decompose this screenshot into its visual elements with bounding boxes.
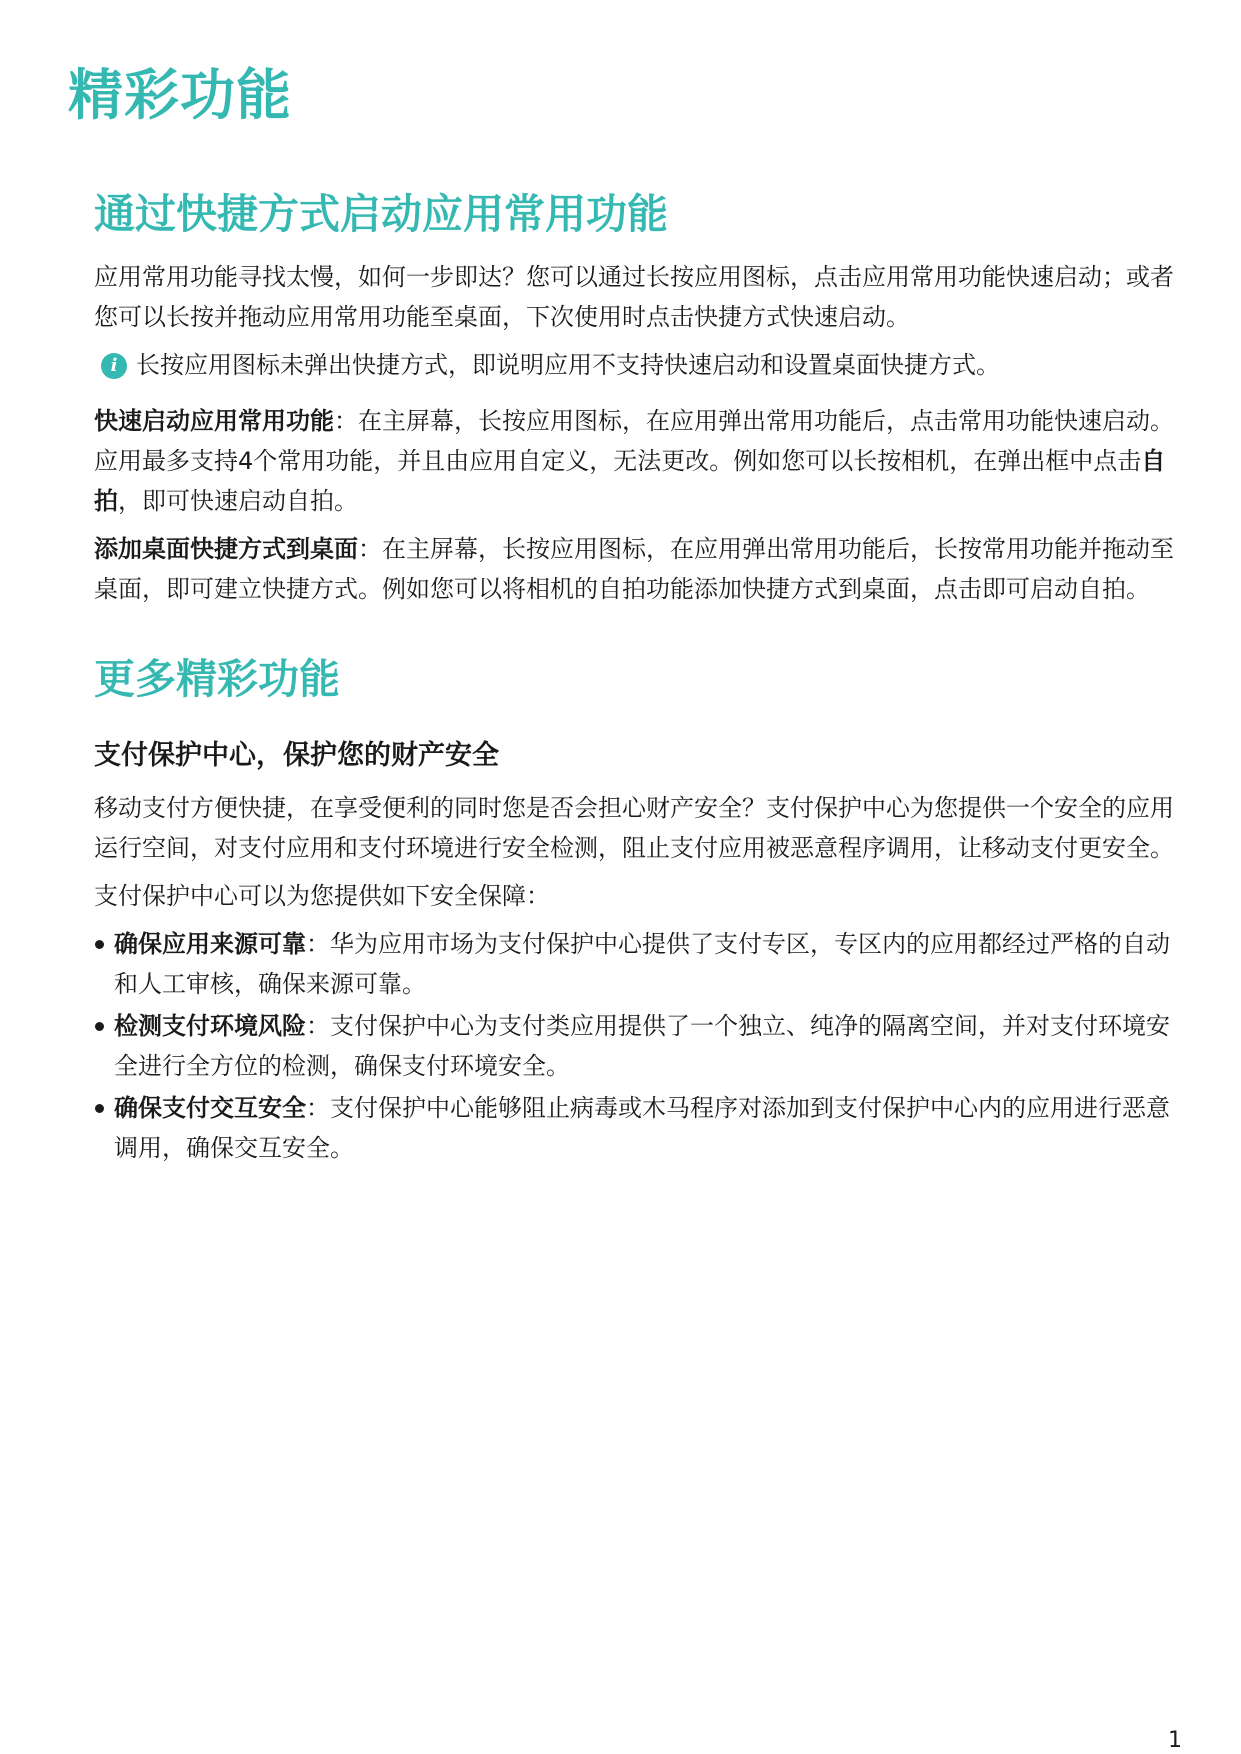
add-shortcut-text: ：在主屏幕，长按应用图标，在应用弹出常用功能后，长按常用功能并拖动至桌面，即可建立快捷方式。例如您可以将相机的自拍功能添加快捷方式到桌面，点击即可启动自拍。 [94,535,1174,604]
page-number: 1 [1168,1728,1182,1753]
bullet-text: ：支付保护中心为支付类应用提供了一个独立、纯净的隔离空间，并对支付环境安全进行全方位的检测，确保支付环境安全。 [114,1012,1170,1081]
info-icon: i [101,353,127,379]
bullet-icon [95,1022,104,1031]
payment-protection-heading: 支付保护中心，保护您的财产安全 [94,740,499,772]
bullet-term: 检测支付环境风险 [114,1012,306,1041]
shortcuts-intro: 应用常用功能寻找太慢，如何一步即达？您可以通过长按应用图标，点击应用常用功能快速启动；或者您可以长按并拖动应用常用功能至桌面，下次使用时点击快捷方式快速启动。 [94,263,1174,332]
info-note [94,345,1176,385]
list-item [94,924,1176,1004]
main-content [94,190,1176,1170]
bullet-term: 确保应用来源可靠 [114,930,306,959]
payment-lead: 支付保护中心可以为您提供如下安全保障： [94,882,550,911]
quick-launch-text-a: ：在主屏幕，长按应用图标，在应用弹出常用功能后，点击常用功能快速启动。应用最多支持4个常用功能，并且由应用自定义，无法更改。例如您可以长按相机，在弹出框中点击 [94,407,1174,476]
section-heading-more: 更多精彩功能 [94,655,340,704]
add-shortcut-term: 添加桌面快捷方式到桌面 [94,535,358,564]
list-item [94,1006,1176,1086]
payment-bullet-list [94,924,1176,1168]
list-item [94,1088,1176,1168]
bullet-icon [95,940,104,949]
quick-launch-text-b: ，即可快速启动自拍。 [118,487,358,516]
bullet-text: ：支付保护中心能够阻止病毒或木马程序对添加到支付保护中心内的应用进行恶意调用，确保交互安全。 [114,1094,1170,1163]
section-heading-shortcuts: 通过快捷方式启动应用常用功能 [94,190,668,238]
bullet-text: ：华为应用市场为支付保护中心提供了支付专区，专区内的应用都经过严格的自动和人工审核，确保来源可靠。 [114,930,1170,999]
page-title: 精彩功能 [68,63,293,127]
payment-intro: 移动支付方便快捷，在享受便利的同时您是否会担心财产安全？支付保护中心为您提供一个安全的应用运行空间，对支付应用和支付环境进行安全检测，阻止支付应用被恶意程序调用，让移动支付更安全。 [94,794,1174,863]
quick-launch-paragraph [94,401,1176,521]
quick-launch-term: 快速启动应用常用功能 [94,407,334,436]
bullet-term: 确保支付交互安全 [114,1094,306,1123]
quick-launch-selfie: 自拍 [94,447,1166,516]
add-shortcut-paragraph [94,529,1176,609]
info-note-text: 长按应用图标未弹出快捷方式，即说明应用不支持快速启动和设置桌面快捷方式。 [136,351,1000,380]
bullet-icon [95,1104,104,1113]
